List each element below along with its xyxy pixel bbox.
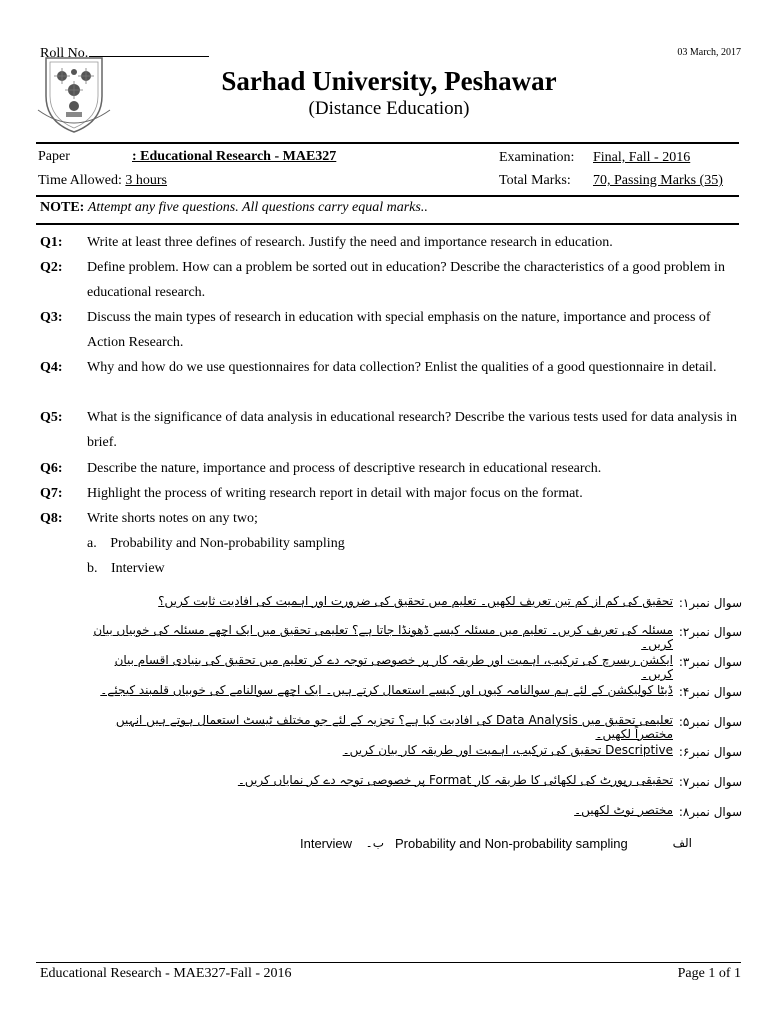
roll-number-label: Roll No. [40, 46, 89, 61]
sub-item-b [87, 561, 165, 577]
info-divider-bottom [36, 223, 739, 225]
urdu-question-label: سوال نمبر۲: [678, 625, 742, 639]
urdu-question-label: سوال نمبر۶: [678, 745, 742, 759]
question-text: Highlight the process of writing research report in detail with major focus on the format. [87, 486, 583, 501]
sub-item-marker: a. [87, 536, 97, 551]
urdu-sub-bay: ب۔ [365, 836, 384, 850]
urdu-question-text: تعلیمی تحقیق میں Data Analysis کی افادیت کیا ہے؟ تجزیہ کے لئے جو مختلف ٹیسٹ استعمال ہوتے ہیں انہیں مختصراً لکھیں۔ [115, 713, 673, 741]
urdu-question-text: ڈیٹا کولیکشن کے لئے ہم سوالنامہ کیوں اور کیسے استعمال کرتے ہیں۔ ایک اچھے سوالنامے کی خوبیاں قلمبند کیجئے۔ [100, 683, 673, 697]
question-number: Q1: [40, 235, 63, 250]
urdu-question-text: تحقیقی رپورٹ کی لکھائی کا طریقہ کار Format پر خصوصی توجہ دے کر نمایاں کریں۔ [237, 773, 673, 787]
note-label: NOTE: [40, 200, 85, 215]
total-marks-label: Total Marks: [499, 173, 571, 188]
sub-item-text: Interview [111, 561, 165, 576]
question-number: Q7: [40, 486, 63, 501]
sub-item-text: Probability and Non-probability sampling [110, 536, 345, 551]
urdu-question-label: سوال نمبر۸: [678, 805, 742, 819]
header-divider [36, 142, 739, 144]
note [40, 200, 428, 216]
examination-label: Examination: [499, 150, 575, 165]
time-allowed [38, 173, 167, 189]
urdu-question-label: سوال نمبر۳: [678, 655, 742, 669]
paper-label: Paper [38, 149, 70, 164]
urdu-question-label: سوال نمبر۵: [678, 715, 742, 729]
sub-item-a [87, 536, 345, 552]
university-title: Sarhad University, Peshawar [221, 66, 557, 96]
question-number: Q6: [40, 461, 63, 476]
urdu-sub-bay-text: Interview [300, 836, 353, 851]
question-text: Why and how do we use questionnaires for data collection? Enlist the qualities of a good questionnaire in detail. [87, 360, 717, 375]
urdu-question-label: سوال نمبر۷: [678, 775, 742, 789]
info-divider-top [36, 195, 739, 197]
urdu-question-text: مسئلہ کی تعریف کریں۔ تعلیم میں مسئلہ کیسے ڈھونڈا جاتا ہے؟ تعلیمی تحقیق میں ایک اچھے مسئلہ کی خوبیاں بیان کریں۔ [93, 623, 673, 651]
footer-divider [36, 962, 741, 963]
total-marks-value: 70, Passing Marks (35) [593, 173, 723, 188]
question-number: Q8: [40, 511, 63, 526]
footer-course: Educational Research - MAE327-Fall - 2016 [40, 966, 292, 981]
footer-page-number: Page 1 of 1 [677, 966, 741, 981]
question-text: Write at least three defines of research. Justify the need and importance research in education. [87, 235, 613, 250]
question-text: Describe the nature, importance and process of descriptive research in educational research. [87, 461, 602, 476]
note-text: Attempt any five questions. All questions carry equal marks.. [87, 200, 428, 215]
urdu-question-text: مختصر نوٹ لکھیں۔ [574, 803, 673, 817]
time-allowed-value: 3 hours [125, 173, 168, 188]
urdu-question-label: سوال نمبر۱: [678, 596, 742, 610]
paper-value [132, 149, 336, 165]
urdu-question-text: ایکشن ریسرچ کی ترکیب، اہمیت اور طریقہ کار پر خصوصی توجہ دے کر تعلیم میں تحقیق کی بنیادی اقسام بیان کریں۔ [114, 653, 673, 681]
urdu-sub-alif: الف [672, 836, 692, 850]
examination-value: Final, Fall - 2016 [593, 150, 691, 165]
question-number: Q5: [40, 410, 63, 425]
time-allowed-label: Time Allowed: [38, 173, 122, 188]
question-number: Q3: [40, 310, 63, 325]
urdu-sub-alif-text: Probability and Non-probability sampling [395, 836, 628, 851]
question-text: What is the significance of data analysis in educational research? Describe the various tests used for data analysis in brief. [87, 410, 737, 450]
department-subtitle: (Distance Education) [308, 98, 470, 119]
paper-value-text: : Educational Research - MAE327 [132, 149, 337, 164]
urdu-question-label: سوال نمبر۴: [678, 685, 742, 699]
question-number: Q4: [40, 360, 63, 375]
question-number: Q2: [40, 260, 63, 275]
exam-date: 03 March, 2017 [677, 47, 741, 58]
question-text: Write shorts notes on any two; [87, 511, 258, 526]
question-text: Define problem. How can a problem be sorted out in education? Describe the characteristics of a good problem in educational research. [87, 260, 725, 300]
sub-item-marker: b. [87, 561, 98, 576]
question-text: Discuss the main types of research in education with special emphasis on the nature, importance and process of Action Research. [87, 310, 711, 350]
urdu-question-text: تحقیق کی کم از کم تین تعریف لکھیں۔ تعلیم میں تحقیق کی ضرورت اور اہمیت کی افادیت ثابت کریں؟ [158, 594, 673, 608]
urdu-question-text: Descriptive تحقیق کی ترکیب، اہمیت اور طریقہ کار بیان کریں۔ [342, 743, 673, 757]
